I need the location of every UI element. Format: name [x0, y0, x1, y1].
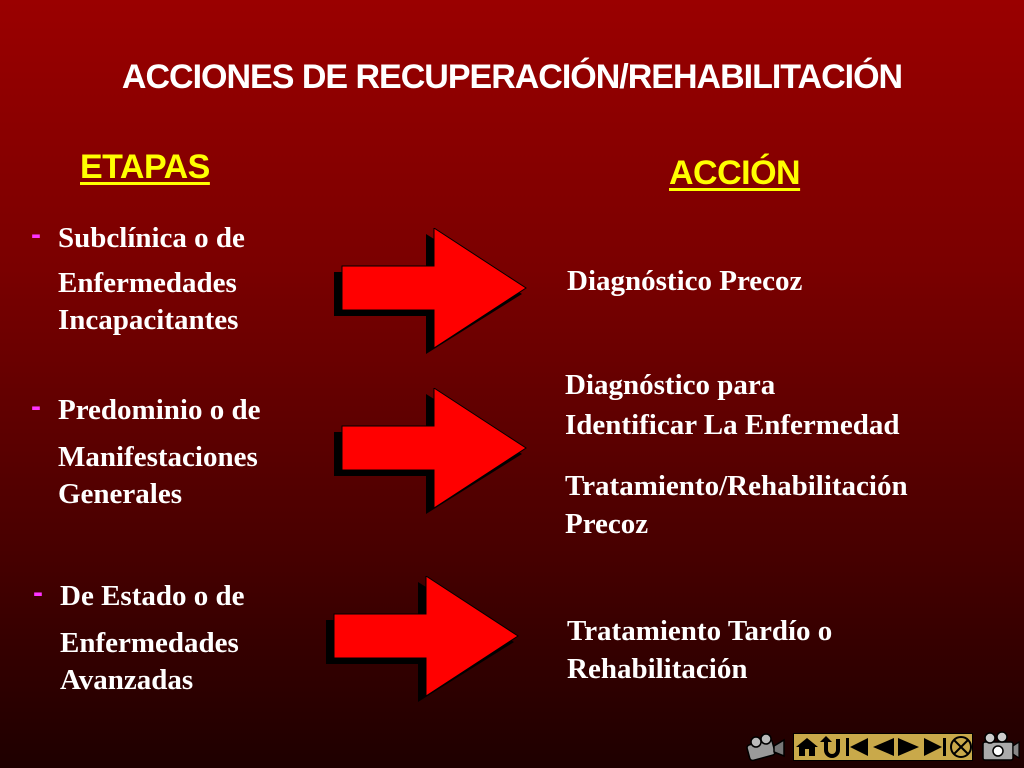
video-camera-icon[interactable] — [742, 732, 786, 764]
actions-header: ACCIÓN — [669, 154, 801, 192]
stages-header: ETAPAS — [80, 148, 210, 186]
right-arrow-icon — [330, 228, 530, 358]
previous-slide-icon[interactable] — [870, 734, 896, 760]
exit-icon[interactable] — [948, 734, 974, 760]
home-icon[interactable] — [794, 734, 820, 760]
bullet-dash: - — [31, 218, 41, 251]
camera-icon[interactable] — [980, 730, 1020, 764]
stage-line: Subclínica o de — [58, 222, 245, 254]
action-item-3 — [565, 467, 908, 543]
stage-item-2 — [31, 390, 261, 513]
first-slide-icon[interactable] — [844, 734, 870, 760]
action-item-2 — [565, 366, 900, 444]
return-icon[interactable] — [820, 734, 844, 760]
action-item-4 — [567, 612, 832, 688]
stage-line: Avanzadas — [60, 664, 194, 696]
stage-line: Enfermedades — [58, 267, 237, 299]
slide-title: ACCIONES DE RECUPERACIÓN/REHABILITACIÓN — [121, 58, 903, 96]
stage-item-3 — [33, 576, 245, 699]
bullet-dash: - — [31, 390, 41, 423]
stage-line: Enfermedades — [60, 627, 239, 659]
action-line: Identificar La Enfermedad — [565, 409, 900, 441]
last-slide-icon[interactable] — [922, 734, 948, 760]
action-line: Tratamiento/Rehabilitación — [565, 470, 908, 502]
action-line: Rehabilitación — [567, 653, 748, 685]
stage-line: Incapacitantes — [58, 304, 239, 336]
stage-item-1 — [31, 218, 245, 339]
stage-line: De Estado o de — [60, 580, 245, 612]
right-arrow-icon — [322, 576, 522, 706]
action-item-1 — [567, 262, 802, 300]
stage-line: Generales — [58, 478, 183, 510]
right-arrow-icon — [330, 388, 530, 518]
action-line: Diagnóstico Precoz — [567, 265, 803, 297]
bullet-dash: - — [33, 576, 43, 609]
action-line: Precoz — [565, 508, 649, 540]
slide-navigation-bar — [793, 733, 973, 761]
action-line: Tratamiento Tardío o — [567, 615, 833, 647]
stage-line: Predominio o de — [58, 394, 261, 426]
action-line: Diagnóstico para — [565, 369, 776, 401]
stage-line: Manifestaciones — [58, 441, 258, 473]
next-slide-icon[interactable] — [896, 734, 922, 760]
